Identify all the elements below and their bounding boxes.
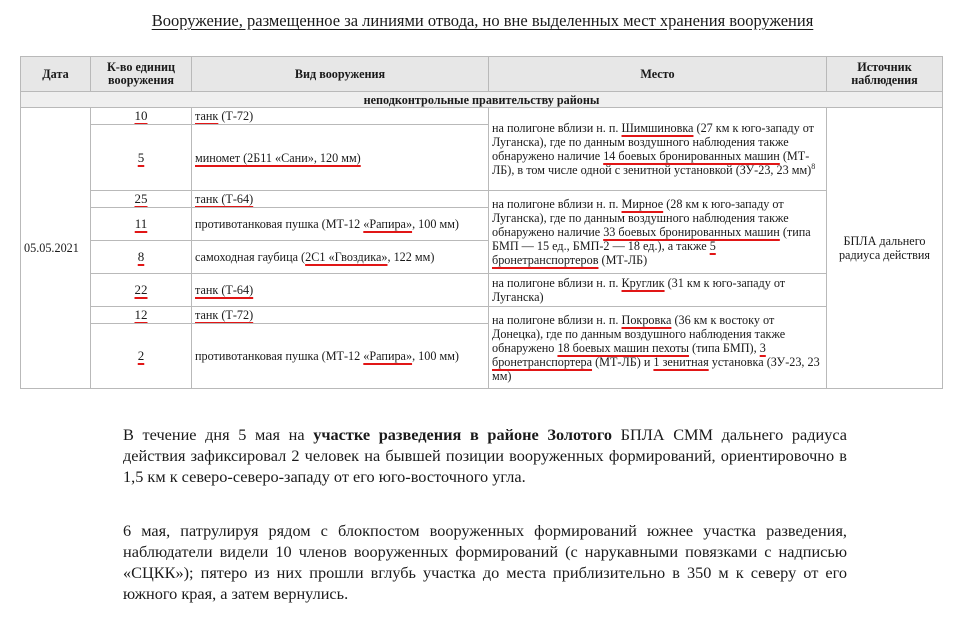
- place-cell: на полигоне вблизи н. п. Покровка (36 км к востоку от Донецка), где по данным воздушного наблюдения также обнаружено 18 боевых машин пехоты (типа БМП), 3 бронетранспортера (МТ-ЛБ) и 1 зенитная установка (ЗУ-23, 23 мм): [489, 307, 827, 389]
- date-cell: 05.05.2021: [21, 108, 91, 389]
- table-row: [21, 274, 943, 307]
- weapons-table: [20, 56, 943, 389]
- region-label: неподконтрольные правительству районы: [21, 92, 943, 108]
- header-source: Источник наблюдения: [827, 57, 943, 92]
- header-date: Дата: [21, 57, 91, 92]
- table-row: [21, 191, 943, 208]
- header-qty: К-во единиц вооружения: [91, 57, 192, 92]
- type-cell: противотанковая пушка (МТ-12 «Рапира», 100 мм): [192, 324, 489, 389]
- type-cell: противотанковая пушка (МТ-12 «Рапира», 100 мм): [192, 208, 489, 241]
- qty-cell: 22: [91, 274, 192, 307]
- type-cell: танк (Т-72): [192, 108, 489, 125]
- type-cell: танк (Т-64): [192, 274, 489, 307]
- place-cell: на полигоне вблизи н. п. Шимшиновка (27 км к юго-западу от Луганска), где по данным воздушного наблюдения также обнаружено наличие 14 боевых бронированных машин (МТ-ЛБ), в том числе одной с зенитной установкой (ЗУ-23, 23 мм)$^8$: [489, 108, 827, 191]
- table-row: [21, 307, 943, 324]
- qty-cell: 12: [91, 307, 192, 324]
- qty-cell: 8: [91, 241, 192, 274]
- type-cell: танк (Т-72): [192, 307, 489, 324]
- table-header-row: [21, 57, 943, 92]
- qty-cell: 25: [91, 191, 192, 208]
- source-cell: БПЛА дальнего радиуса действия: [827, 108, 943, 389]
- type-cell: самоходная гаубица (2С1 «Гвоздика», 122 мм): [192, 241, 489, 274]
- type-cell: миномет (2Б11 «Сани», 120 мм): [192, 125, 489, 191]
- qty-cell: 10: [91, 108, 192, 125]
- section-title: Вооружение, размещенное за линиями отвода, но вне выделенных мест хранения вооружения: [151, 11, 814, 30]
- place-cell: на полигоне вблизи н. п. Мирное (28 км к юго-западу от Луганска), где по данным воздушного наблюдения также обнаружено наличие 33 боевых бронированных машин (типа БМП — 15 ед., БМП-2 — 18 ед.), а также 5 бронетранспортеров (МТ-ЛБ): [489, 191, 827, 274]
- qty-cell: 5: [91, 125, 192, 191]
- place-cell: на полигоне вблизи н. п. Круглик (31 км к юго-западу от Луганска): [489, 274, 827, 307]
- qty-cell: 11: [91, 208, 192, 241]
- paragraph-jccc: 6 мая, патрулируя рядом с блокпостом вооруженных формирований южнее участка разведения, наблюдатели видели 10 членов вооруженных формирований (с нарукавными повязками с надписью «СЦКК»); пятеро из них прошли вглубь участка до места приблизительно в 350 м к северу от его южного края, а затем вернулись.: [123, 521, 847, 603]
- qty-cell: 2: [91, 324, 192, 389]
- table-row: [21, 108, 943, 125]
- paragraph-zolote: В течение дня 5 мая на участке разведения в районе Золотого БПЛА СММ дальнего радиуса действия зафиксировал 2 человек на бывшей позиции вооруженных формирований, ориентировочно в 1,5 км к северо-северо-западу от его юго-восточного угла.: [123, 425, 848, 486]
- region-row: [21, 92, 943, 108]
- header-place: Место: [489, 57, 827, 92]
- type-cell: танк (Т-64): [192, 191, 489, 208]
- header-type: Вид вооружения: [192, 57, 489, 92]
